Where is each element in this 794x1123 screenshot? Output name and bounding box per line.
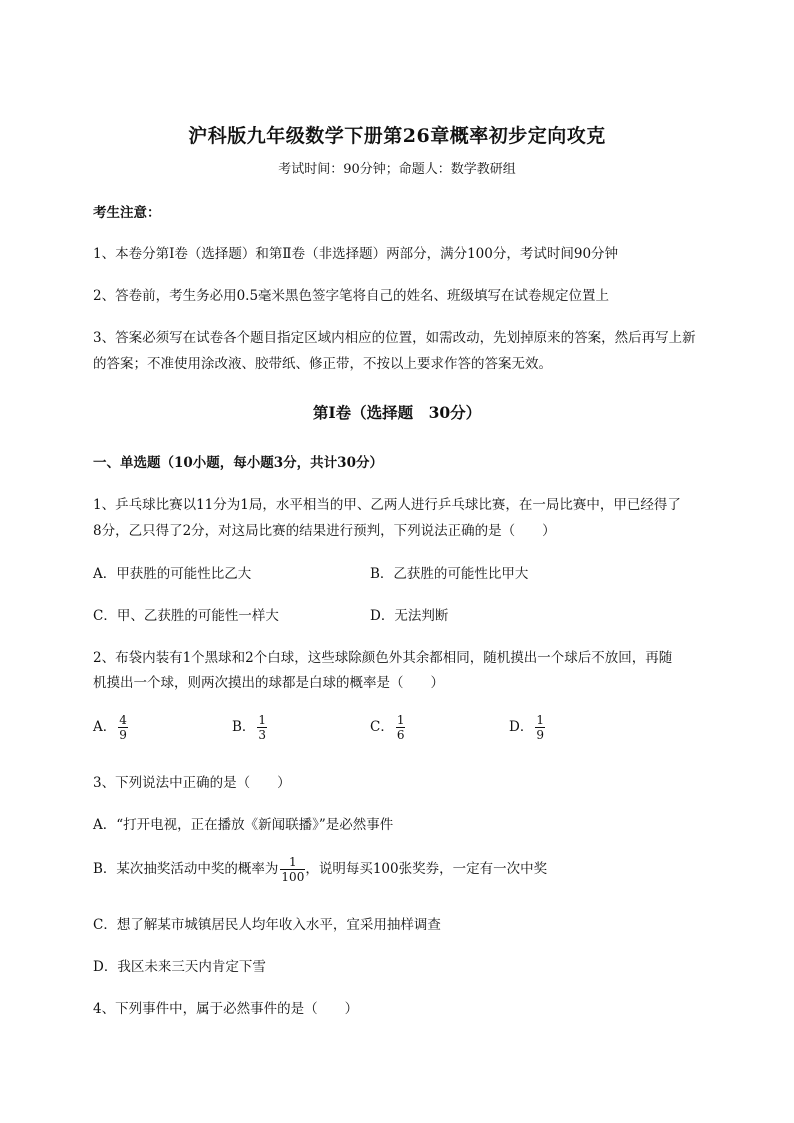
fraction-numerator: 4 <box>119 713 127 727</box>
q2-option-d <box>509 713 545 742</box>
q1-stem-line1: 1、乒乓球比赛以11分为1局，水平相当的甲、乙两人进行乒乓球比赛，在一局比赛中，甲已经得了 <box>93 497 681 513</box>
notice-item-1: 1、本卷分第I卷（选择题）和第Ⅱ卷（非选择题）两部分，满分100分，考试时间90分钟 <box>93 246 619 262</box>
q3-option-b <box>93 855 547 884</box>
exam-title: 沪科版九年级数学下册第26章概率初步定向攻克 <box>188 125 606 147</box>
q3-option-d: D．我区未来三天内肯定下雪 <box>93 959 266 975</box>
q4-stem: 4、下列事件中，属于必然事件的是（ ） <box>93 1001 359 1017</box>
option-label: C． <box>370 719 394 735</box>
q3-option-a: A．“打开电视，正在播放《新闻联播》”是必然事件 <box>93 817 394 833</box>
fraction <box>118 713 128 742</box>
section-title: 第I卷（选择题 30分） <box>312 403 482 422</box>
q3-option-b-prefix: B．某次抽奖活动中奖的概率为 <box>93 861 279 877</box>
fraction <box>280 855 305 884</box>
fraction-numerator: 1 <box>536 713 544 727</box>
q2-stem-line1: 2、布袋内装有1个黑球和2个白球，这些球除颜色外其余都相同，随机摸出一个球后不放回，再随 <box>93 650 673 666</box>
q3-stem: 3、下列说法中正确的是（ ） <box>93 775 291 791</box>
q2-stem-line2: 机摸出一个球，则两次摸出的球都是白球的概率是（ ） <box>93 675 444 691</box>
option-label: D． <box>509 719 534 735</box>
fraction <box>535 713 545 742</box>
fraction <box>257 713 267 742</box>
q2-option-b <box>232 713 267 742</box>
q2-option-c <box>370 713 405 742</box>
q2-option-a <box>93 713 128 742</box>
exam-subtitle: 考试时间：90分钟；命题人：数学教研组 <box>278 162 516 177</box>
notice-item-2: 2、答卷前，考生务必用0.5毫米黑色签字笔将自己的姓名、班级填写在试卷规定位置上 <box>93 288 610 304</box>
fraction-numerator: 1 <box>258 713 267 727</box>
fraction-numerator: 1 <box>289 855 297 869</box>
notice-item-3: 3、答案必须写在试卷各个题目指定区域内相应的位置，如需改动，先划掉原来的答案，然后再写上新 <box>93 330 696 346</box>
fraction-denominator: 100 <box>281 870 305 884</box>
fraction <box>396 713 406 742</box>
fraction-denominator: 3 <box>258 728 267 742</box>
option-label: B． <box>232 719 256 735</box>
q1-stem-line2: 8分，乙只得了2分，对这局比赛的结果进行预判，下列说法正确的是（ ） <box>93 523 556 539</box>
q1-option-c: C．甲、乙获胜的可能性一样大 <box>93 608 279 624</box>
q3-option-b-suffix: ，说明每买100张奖券，一定有一次中奖 <box>305 861 548 877</box>
option-label: A． <box>93 719 117 735</box>
notice-item-3-cont: 的答案；不准使用涂改液、胶带纸、修正带，不按以上要求作答的答案无效。 <box>93 356 552 372</box>
fraction-denominator: 9 <box>536 728 544 742</box>
fraction-numerator: 1 <box>396 713 405 727</box>
fraction-denominator: 9 <box>119 728 127 742</box>
q3-option-c: C．想了解某市城镇居民人均年收入水平，宜采用抽样调查 <box>93 917 441 933</box>
notice-heading: 考生注意： <box>93 205 161 221</box>
part-heading: 一、单选题（10小题，每小题3分，共计30分） <box>93 455 383 471</box>
fraction-denominator: 6 <box>396 728 405 742</box>
q1-option-a: A．甲获胜的可能性比乙大 <box>93 566 252 582</box>
q1-option-b: B．乙获胜的可能性比甲大 <box>370 566 529 582</box>
q1-option-d: D．无法判断 <box>370 608 449 624</box>
